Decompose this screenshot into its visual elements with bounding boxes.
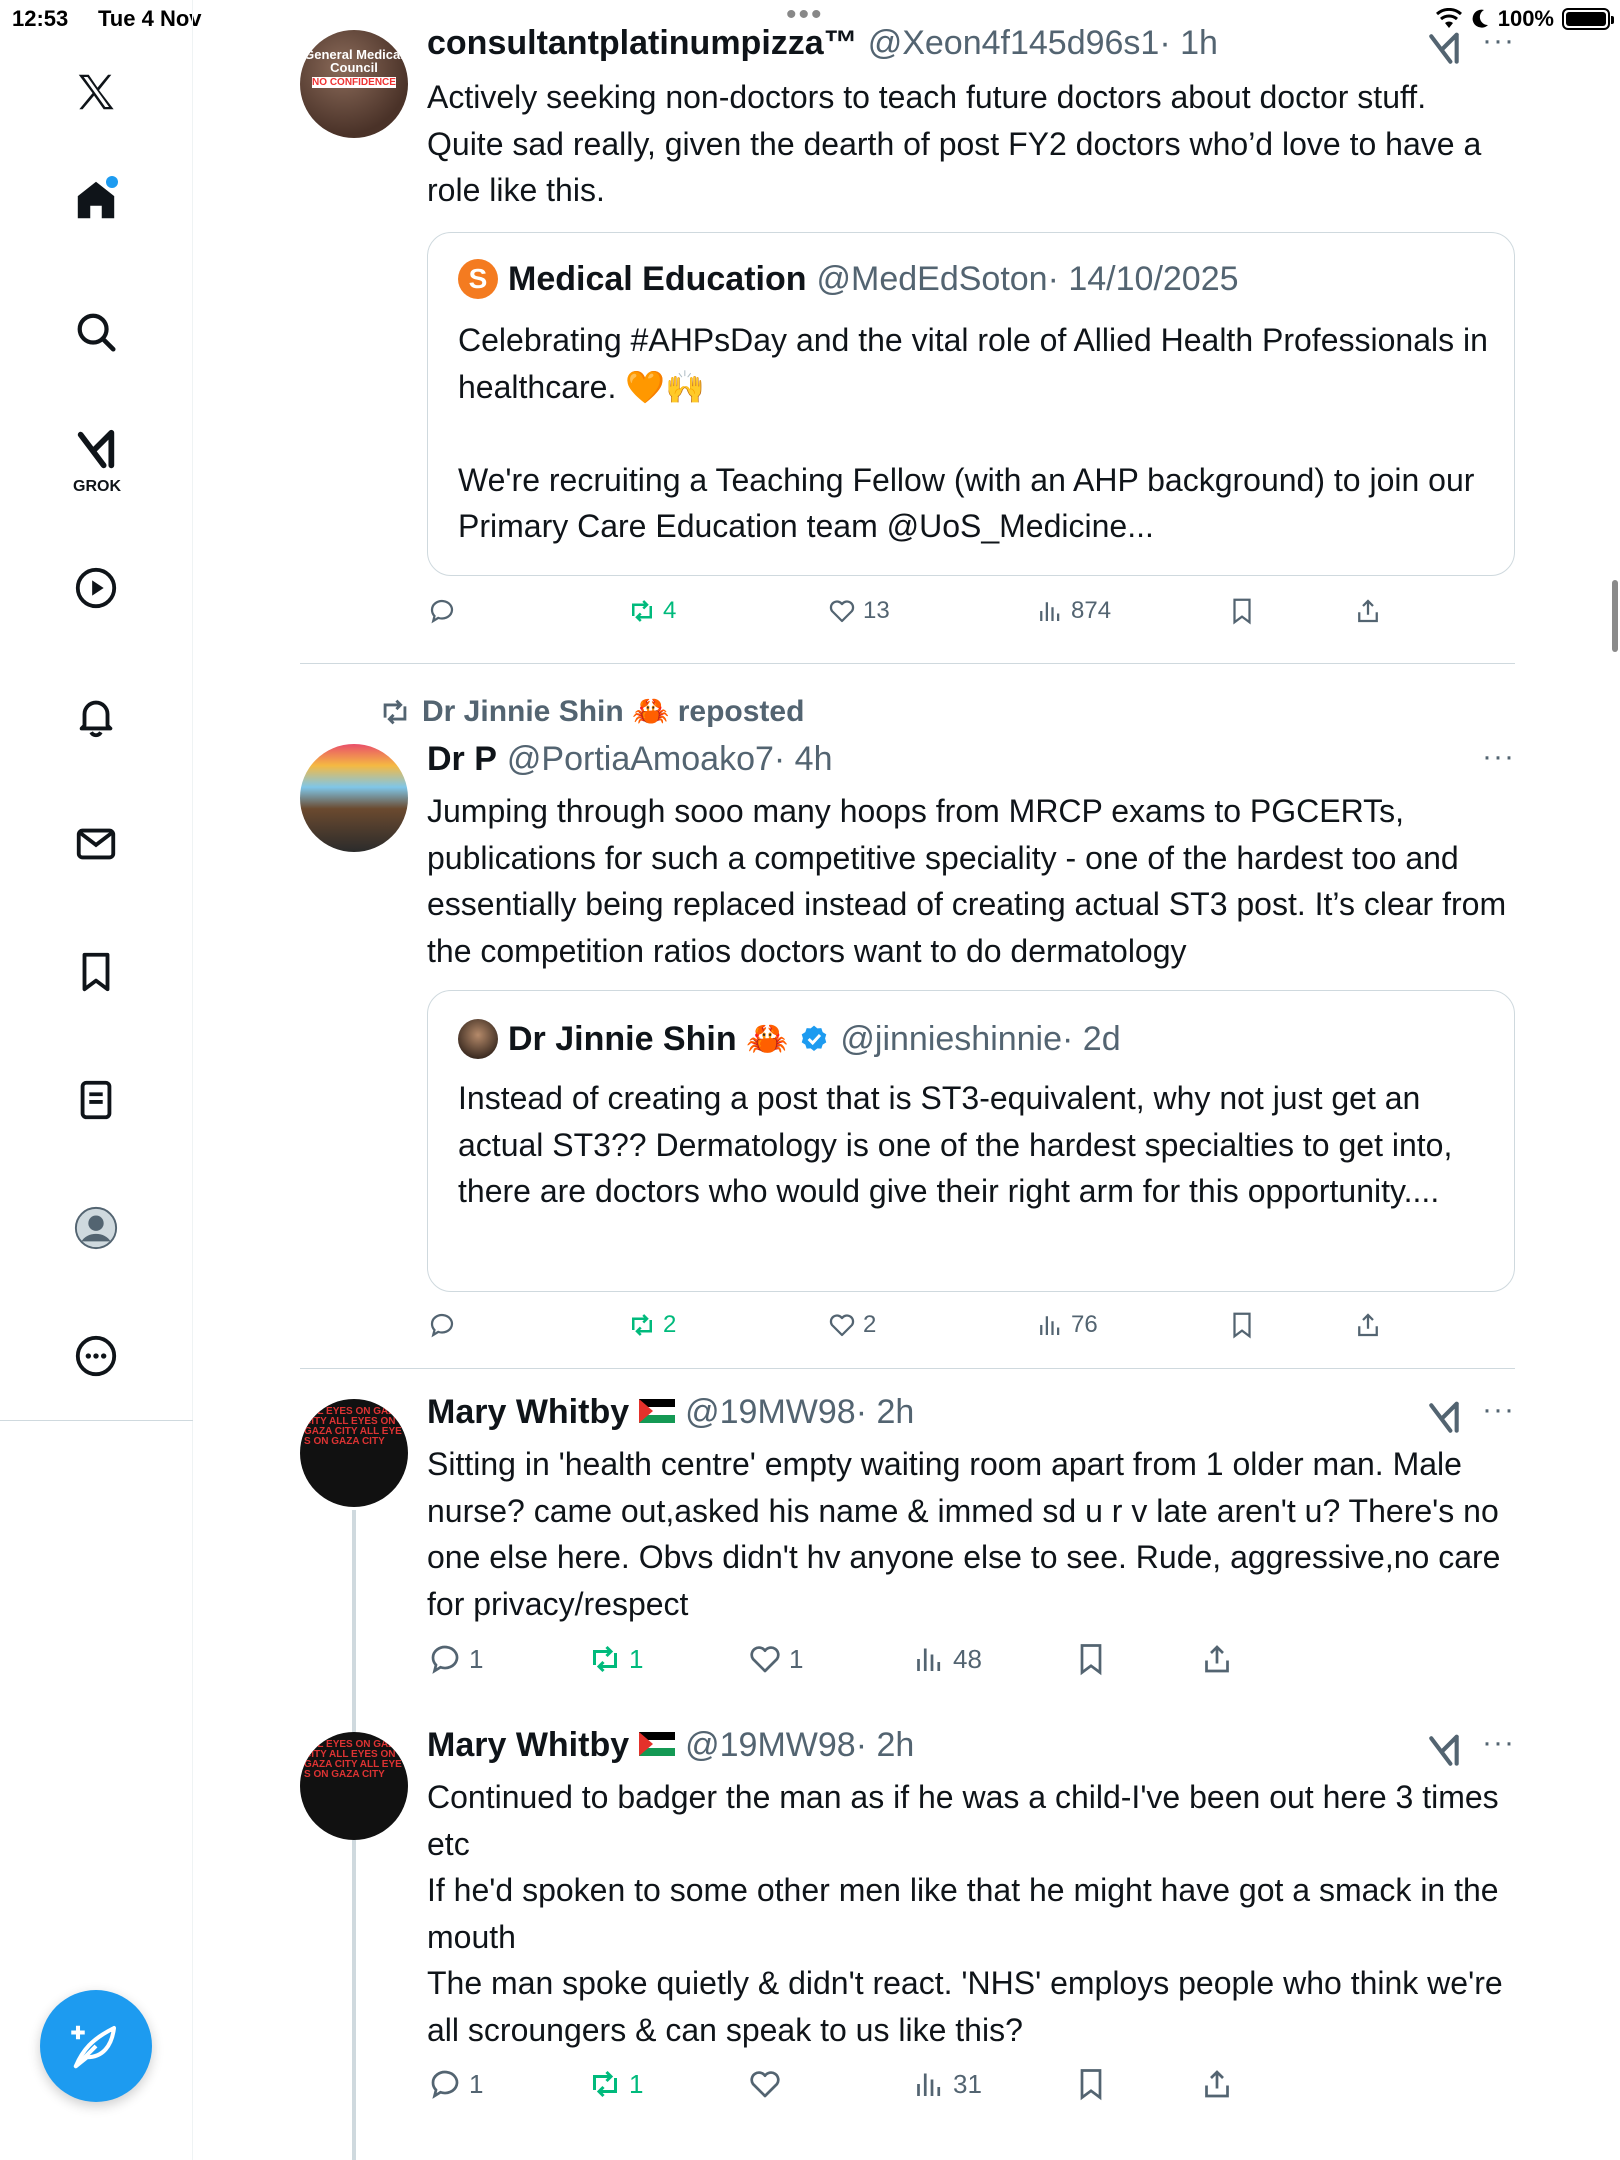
avatar[interactable] xyxy=(300,1399,408,1507)
reply-icon xyxy=(427,1310,457,1340)
home-icon[interactable] xyxy=(66,170,126,230)
views-chart-icon xyxy=(1035,596,1065,626)
quote-avatar xyxy=(458,1019,498,1059)
reply-count: 1 xyxy=(469,1643,484,1674)
repost-icon xyxy=(627,1310,657,1340)
repost-icon xyxy=(627,596,657,626)
avatar[interactable] xyxy=(300,744,408,852)
notifications-bell-icon[interactable] xyxy=(66,686,126,746)
reply-button[interactable] xyxy=(427,1641,483,1677)
share-icon xyxy=(1199,2066,1235,2102)
author-handle[interactable]: @19MW98 xyxy=(685,1726,856,1764)
quote-text: Celebrating #AHPsDay and the vital role of Allied Health Professionals in healthcare. 🧡🙌 We're recruiting a Teaching Fellow (with an AHP background) to join our Primary Care Education team @UoS_Medicine... xyxy=(458,322,1488,544)
battery-icon xyxy=(1562,8,1610,30)
repost-button[interactable] xyxy=(587,1641,643,1677)
heart-icon xyxy=(747,2066,783,2102)
reply-button[interactable] xyxy=(427,596,463,626)
author-handle[interactable]: @PortiaAmoako7 xyxy=(506,740,774,778)
post-time[interactable]: · 1h xyxy=(1159,24,1218,62)
author-name[interactable]: Dr P xyxy=(427,740,497,778)
status-indicators xyxy=(1436,6,1610,32)
verified-badge-icon xyxy=(798,1023,830,1055)
post-divider xyxy=(300,1368,1515,1369)
post-more-icon[interactable]: ··· xyxy=(1482,1393,1515,1426)
repost-icon xyxy=(587,2066,623,2102)
view-count: 76 xyxy=(1071,1311,1098,1338)
like-count: 1 xyxy=(789,1643,804,1674)
post-text: Actively seeking non-doctors to teach future doctors about doctor stuff. Quite sad really, given the dearth of post FY2 doctors who’d love to have a role like this. xyxy=(427,79,1491,208)
avatar-caption: ALL EYES ON GAZA CITY ALL EYES ON GAZA CITY ALL EYES ON GAZA CITY xyxy=(304,1739,402,1780)
author-handle[interactable]: @19MW98 xyxy=(685,1393,856,1431)
bookmark-button[interactable] xyxy=(1227,1310,1257,1340)
heart-icon xyxy=(747,1641,783,1677)
quote-author-handle: @jinnieshinnie xyxy=(840,1019,1063,1058)
compose-post-button[interactable] xyxy=(40,1990,152,2102)
reply-button[interactable] xyxy=(427,2066,483,2102)
status-time: 12:53 xyxy=(12,6,69,31)
post-time[interactable]: · 4h xyxy=(773,740,833,778)
quote-author-name: Dr Jinnie Shin 🦀 xyxy=(508,1020,789,1058)
post-more-icon[interactable]: ··· xyxy=(1482,24,1515,57)
avatar[interactable] xyxy=(300,30,408,138)
like-button[interactable] xyxy=(747,2066,789,2102)
share-button[interactable] xyxy=(1199,1641,1235,1677)
bookmark-button[interactable] xyxy=(1073,2066,1109,2102)
post-actions xyxy=(427,1310,1427,1350)
heart-icon xyxy=(827,1310,857,1340)
post-header xyxy=(427,1726,914,1765)
quote-avatar: S xyxy=(458,259,498,299)
post-divider xyxy=(300,663,1515,664)
repost-button[interactable] xyxy=(627,1310,676,1340)
share-icon xyxy=(1353,596,1383,626)
repost-count: 1 xyxy=(629,2068,644,2099)
quoted-post[interactable] xyxy=(427,990,1515,1292)
like-button[interactable] xyxy=(827,596,890,626)
quote-header xyxy=(458,259,1239,299)
like-button[interactable] xyxy=(827,1310,876,1340)
views-button[interactable] xyxy=(911,1641,982,1677)
scrollbar[interactable] xyxy=(1612,580,1618,652)
post-text: Jumping through sooo many hoops from MRCP exams to PGCERTs, publications for such a competitive speciality - one of the hardest too and essentially being replaced instead of creating actual ST3 post. It’s clear from the competition ratios doctors want to do dermatology xyxy=(427,793,1515,969)
sidebar-divider xyxy=(0,1420,193,1421)
view-count: 31 xyxy=(953,2068,982,2099)
share-button[interactable] xyxy=(1199,2066,1235,2102)
quote-header xyxy=(458,1019,1121,1059)
palestine-flag-icon xyxy=(639,1399,675,1423)
views-chart-icon xyxy=(911,1641,947,1677)
grok-icon[interactable] xyxy=(66,420,126,480)
video-icon[interactable] xyxy=(66,558,126,618)
share-button[interactable] xyxy=(1353,596,1383,626)
avatar-stamp: NO CONFIDENCE xyxy=(312,77,396,88)
status-date: Tue 4 Nov xyxy=(98,6,202,31)
repost-button[interactable] xyxy=(587,2066,643,2102)
compose-feather-icon xyxy=(69,2019,123,2073)
views-button[interactable] xyxy=(911,2066,982,2102)
quote-time: · 14/10/2025 xyxy=(1047,259,1239,298)
avatar-caption: General Medical Council xyxy=(304,47,404,75)
like-count: 13 xyxy=(863,597,890,624)
repost-count: 1 xyxy=(629,1643,644,1674)
quote-author-handle: @MedEdSoton xyxy=(816,259,1048,298)
quote-author-name: Medical Education xyxy=(508,259,807,298)
sidebar-nav xyxy=(0,0,193,2160)
multitask-dots-icon[interactable]: ••• xyxy=(786,0,824,31)
lists-icon[interactable] xyxy=(66,1070,126,1130)
repost-icon xyxy=(378,695,412,729)
post-text: Continued to badger the man as if he was a child-I've been out here 3 times etc If he'd spoken to some other men like that he might have got a smack in the mouth The man spoke quietly & didn't react. 'NHS' employs people who think we're all scroungers & can speak to us like this? xyxy=(427,1779,1503,2048)
quoted-post[interactable] xyxy=(427,232,1515,576)
reply-icon xyxy=(427,596,457,626)
post-actions xyxy=(427,2066,1427,2106)
post-header xyxy=(427,24,1218,63)
post-time[interactable]: · 2h xyxy=(855,1726,915,1764)
grok-label: GROK xyxy=(73,478,121,495)
bookmark-icon xyxy=(1227,596,1257,626)
bookmark-button[interactable] xyxy=(1227,596,1257,626)
post-actions xyxy=(427,1641,1427,1681)
post-header xyxy=(427,1393,914,1432)
reposted-by[interactable] xyxy=(378,694,804,729)
views-chart-icon xyxy=(911,2066,947,2102)
repost-count: 2 xyxy=(663,1311,677,1338)
search-icon[interactable] xyxy=(66,302,126,362)
view-count: 874 xyxy=(1071,597,1112,624)
palestine-flag-icon xyxy=(639,1732,675,1756)
share-icon xyxy=(1353,1310,1383,1340)
share-icon xyxy=(1199,1641,1235,1677)
share-button[interactable] xyxy=(1353,1310,1383,1340)
repost-count: 4 xyxy=(663,597,677,624)
heart-icon xyxy=(827,596,857,626)
bookmark-icon xyxy=(1227,1310,1257,1340)
views-chart-icon xyxy=(1035,1310,1065,1340)
battery-percent: 100% xyxy=(1497,6,1554,31)
post-text: Sitting in 'health centre' empty waiting room apart from 1 older man. Male nurse? came out,asked his name & immed sd u r v late aren't u? There's no one else here. Obvs didn't hv anyone else to see. Rude, aggressive,no care for privacy/respect xyxy=(427,1446,1510,1622)
x-logo-icon[interactable] xyxy=(66,62,126,122)
bookmark-button[interactable] xyxy=(1073,1641,1109,1677)
quote-text: Instead of creating a post that is ST3-equivalent, why not just get an actual ST3?? Dermatology is one of the hardest specialties to get into, there are doctors who would give their right arm for this opportunity.... xyxy=(458,1080,1462,1209)
avatar[interactable] xyxy=(300,1732,408,1840)
reposted-by-label: Dr Jinnie Shin 🦀 reposted xyxy=(422,695,805,728)
messages-envelope-icon[interactable] xyxy=(66,814,126,874)
reply-button[interactable] xyxy=(427,1310,463,1340)
quote-time: · 2d xyxy=(1062,1019,1121,1058)
reply-icon xyxy=(427,2066,463,2102)
post-more-icon[interactable]: ··· xyxy=(1482,1726,1515,1759)
more-options-icon[interactable] xyxy=(66,1326,126,1386)
post-header xyxy=(427,740,833,779)
views-button[interactable] xyxy=(1035,596,1111,626)
bookmark-icon xyxy=(1073,2066,1109,2102)
like-button[interactable] xyxy=(747,1641,803,1677)
reply-icon xyxy=(427,1641,463,1677)
post-more-icon[interactable]: ··· xyxy=(1482,740,1515,773)
views-button[interactable] xyxy=(1035,1310,1098,1340)
view-count: 48 xyxy=(953,1643,982,1674)
bookmark-icon xyxy=(1073,1641,1109,1677)
avatar-caption: ALL EYES ON GAZA CITY ALL EYES ON GAZA CITY ALL EYES ON GAZA CITY xyxy=(304,1406,402,1447)
post-actions xyxy=(427,596,1427,636)
author-handle[interactable]: @Xeon4f145d96s1 xyxy=(867,24,1160,62)
reply-count: 1 xyxy=(469,2068,484,2099)
notification-dot xyxy=(106,176,118,188)
author-name[interactable]: Mary Whitby xyxy=(427,1726,630,1764)
grok-explain-icon[interactable] xyxy=(1425,30,1463,68)
bookmarks-icon[interactable] xyxy=(66,942,126,1002)
author-name[interactable]: Mary Whitby xyxy=(427,1393,630,1431)
repost-button[interactable] xyxy=(627,596,676,626)
repost-icon xyxy=(587,1641,623,1677)
grok-explain-icon[interactable] xyxy=(1425,1399,1463,1437)
grok-explain-icon[interactable] xyxy=(1425,1732,1463,1770)
profile-avatar-icon[interactable] xyxy=(66,1198,126,1258)
author-name[interactable]: consultantplatinumpizza™ xyxy=(427,24,858,62)
post-time[interactable]: · 2h xyxy=(855,1393,915,1431)
wifi-icon xyxy=(1436,8,1462,30)
like-count: 2 xyxy=(863,1311,877,1338)
